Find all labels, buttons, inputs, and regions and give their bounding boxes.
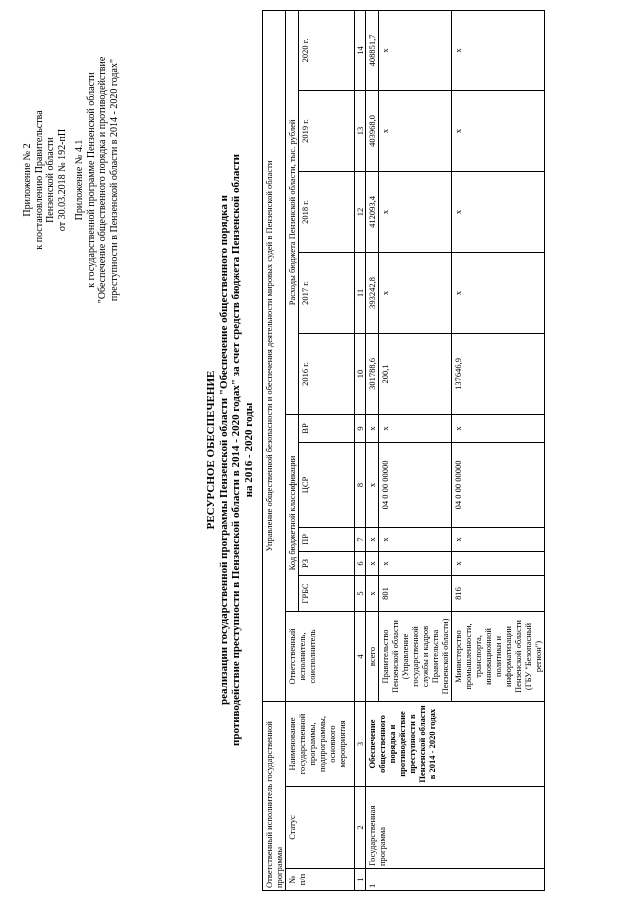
col-number: 8 — [355, 442, 366, 527]
row-2019: 403968,0 — [366, 90, 379, 171]
exec-value: Управление общественной безопасности и обеспечения деятельности мировых судей в Пензенской области — [263, 10, 286, 701]
resource-table — [262, 10, 545, 891]
appendix-line: преступности в Пензенской области в 2014 - 2020 годах" — [108, 58, 120, 302]
appendix-line: Приложение № 2 — [22, 143, 33, 217]
col-number: 11 — [355, 252, 366, 333]
col-rz-header: РЗ — [299, 551, 355, 575]
col-number: 6 — [355, 551, 366, 575]
row-rz: x — [366, 551, 379, 575]
col-exec-header: Ответственный исполнитель, соисполнитель — [286, 611, 355, 701]
col-csr-header: ЦСР — [299, 442, 355, 527]
col-vr-header: ВР — [299, 414, 355, 442]
col-number: 4 — [355, 611, 366, 701]
col-grbs-header: ГРБС — [299, 575, 355, 611]
col-status-header: Статус — [286, 787, 355, 869]
row-vr: x — [366, 414, 379, 442]
row-2016: 301788,6 — [366, 333, 379, 414]
year-header: 2020 г. — [299, 10, 355, 90]
header-row-1 — [286, 10, 299, 890]
appendix-line: "Обеспечение общественного порядка и противодействие — [97, 56, 108, 304]
col-number: 12 — [355, 171, 366, 252]
table-row — [366, 10, 379, 890]
row-2018: x — [452, 171, 545, 252]
col-number: 10 — [355, 333, 366, 414]
col-num-header: № п/п — [286, 869, 355, 891]
row-rz: x — [452, 551, 545, 575]
row-exec: Министерство промышленности, транспорта, инновационной политики и информатизации Пензенской области (ГБУ "Безопасный регион") — [452, 611, 545, 701]
column-number-row — [355, 10, 366, 890]
row-2017: 393242,8 — [366, 252, 379, 333]
row-2018: 412093,4 — [366, 171, 379, 252]
row-rz: x — [379, 551, 452, 575]
responsible-executor-row — [263, 10, 286, 890]
row-csr: 04 0 00 00000 — [452, 442, 545, 527]
row-pr: x — [452, 527, 545, 551]
col-pr-header: ПР — [299, 527, 355, 551]
row-program-name: Обеспечение общественного порядка и противодействие преступности в Пензенской области в 2014 - 2020 годах — [366, 701, 545, 786]
col-number: 3 — [355, 701, 366, 786]
row-exec: Правительство Пензенской области (Управление государственной службы и кадров Правительства Пензенской области) — [379, 611, 452, 701]
appendix-line: Пензенской области — [45, 137, 56, 223]
row-2019: x — [379, 90, 452, 171]
appendix-line: к государственной программе Пензенской области — [85, 72, 97, 288]
row-2016: 137646,9 — [452, 333, 545, 414]
row-2020: 408851,7 — [366, 10, 379, 90]
exec-label: Ответственный исполнитель государственной программы — [263, 701, 286, 890]
title-line: противодействие преступности в Пензенской области в 2014 - 2020 годах" за счет средств бюджета Пензенской области — [230, 154, 242, 747]
document-title — [205, 65, 255, 835]
col-number: 7 — [355, 527, 366, 551]
col-name-header: Наименование государственной программы, подпрограммы, основного мероприятия — [286, 701, 355, 786]
year-header: 2018 г. — [299, 171, 355, 252]
appendix-line: к постановлению Правительства — [33, 110, 45, 250]
appendix-line: от 30.03.2018 № 192-пП — [56, 128, 68, 232]
row-2020: x — [379, 10, 452, 90]
row-grbs: 801 — [379, 575, 452, 611]
title-line: РЕСУРСНОЕ ОБЕСПЕЧЕНИЕ — [205, 370, 217, 530]
row-vr: x — [452, 414, 545, 442]
row-2020: x — [452, 10, 545, 90]
row-vr: x — [379, 414, 452, 442]
col-number: 9 — [355, 414, 366, 442]
row-exec: всего — [366, 611, 379, 701]
title-line: реализации государственной программы Пензенской области "Обеспечение общественного порядка и — [217, 195, 230, 705]
col-number: 2 — [355, 787, 366, 869]
row-grbs: 816 — [452, 575, 545, 611]
row-pr: x — [366, 527, 379, 551]
code-group-header: Код бюджетной классификации — [286, 414, 299, 611]
row-2017: x — [379, 252, 452, 333]
year-header: 2019 г. — [299, 90, 355, 171]
col-number: 1 — [355, 869, 366, 891]
row-2017: x — [452, 252, 545, 333]
expenses-group-header: Расходы бюджета Пензенской области, тыс. рублей — [286, 10, 299, 414]
col-number: 5 — [355, 575, 366, 611]
row-num: 1 — [366, 869, 545, 891]
row-pr: x — [379, 527, 452, 551]
row-2019: x — [452, 90, 545, 171]
row-grbs: x — [366, 575, 379, 611]
year-header: 2016 г. — [299, 333, 355, 414]
appendix-line: Приложение № 4.1 — [74, 139, 85, 221]
appendix-block — [22, 15, 120, 345]
row-2018: x — [379, 171, 452, 252]
col-number: 13 — [355, 90, 366, 171]
col-number: 14 — [355, 10, 366, 90]
row-csr: x — [366, 442, 379, 527]
title-line: на 2016 - 2020 годы — [242, 402, 255, 498]
row-status: Государственная программа — [366, 787, 545, 869]
row-csr: 04 0 00 00000 — [379, 442, 452, 527]
row-2016: 200,1 — [379, 333, 452, 414]
year-header: 2017 г. — [299, 252, 355, 333]
